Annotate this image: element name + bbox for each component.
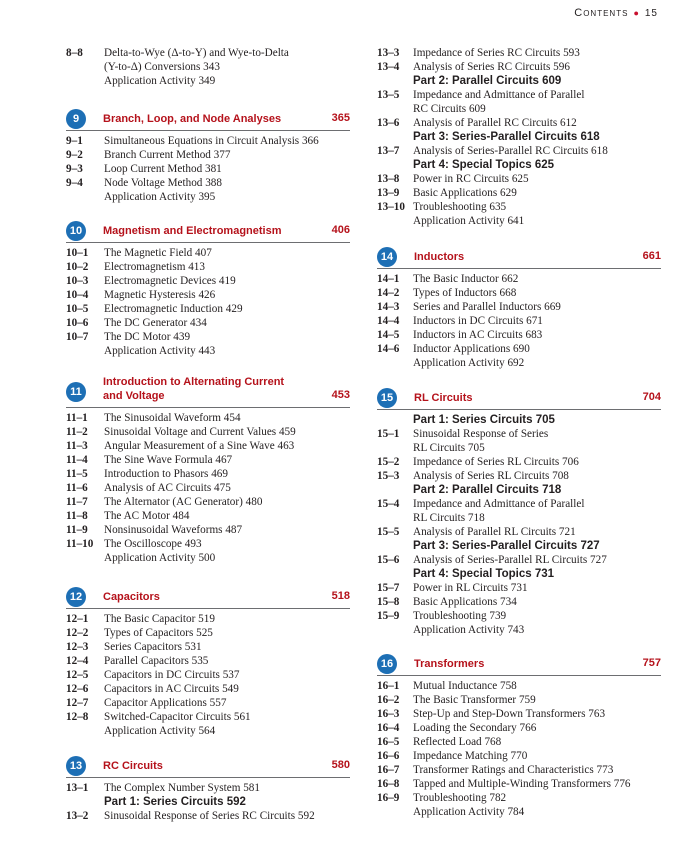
entry-title: Electromagnetic Devices 419 bbox=[104, 274, 236, 287]
section-number: 15–1 bbox=[377, 428, 400, 441]
entry-title: Impedance Matching 770 bbox=[413, 749, 528, 762]
chapter-title bbox=[103, 224, 282, 238]
section-number: 14–4 bbox=[377, 314, 400, 327]
part-heading: Part 4: Special Topics 731 bbox=[413, 568, 555, 581]
entry-title: Angular Measurement of a Sine Wave 463 bbox=[104, 439, 295, 452]
section-number: 14–1 bbox=[377, 273, 400, 285]
chapter-title-line: Capacitors bbox=[103, 591, 160, 603]
entry-title: Application Activity 500 bbox=[104, 551, 216, 564]
section-number: 16–4 bbox=[377, 721, 400, 734]
section-number: 13–2 bbox=[66, 810, 89, 823]
entry-title: Capacitors in AC Circuits 549 bbox=[104, 682, 239, 695]
chapter-page: 757 bbox=[642, 657, 661, 669]
entry-title: Impedance and Admittance of Parallel bbox=[413, 89, 585, 102]
entry-title: The Complex Number System 581 bbox=[104, 782, 260, 794]
section-number: 10–3 bbox=[66, 274, 89, 287]
section-number: 11–9 bbox=[66, 523, 88, 536]
section-number: 13–1 bbox=[66, 782, 89, 794]
chapter-title bbox=[414, 657, 484, 671]
chapter-heading bbox=[377, 652, 661, 676]
part-heading: Part 3: Series-Parallel Circuits 727 bbox=[413, 540, 600, 553]
section-number: 10–5 bbox=[66, 302, 89, 315]
header-page-number: 15 bbox=[644, 8, 658, 19]
entry-title: Power in RC Circuits 625 bbox=[413, 173, 529, 186]
entry-title: Nonsinusoidal Waveforms 487 bbox=[104, 523, 243, 536]
section-number: 16–6 bbox=[377, 749, 400, 762]
entry-title: Application Activity 349 bbox=[104, 74, 216, 87]
section-number: 15–8 bbox=[377, 596, 400, 609]
header-bullet-icon: ● bbox=[633, 8, 640, 18]
chapter-number-badge: 13 bbox=[66, 756, 86, 776]
section-number: 13–9 bbox=[377, 187, 400, 200]
entry-title: Node Voltage Method 388 bbox=[104, 176, 222, 189]
entry-title: Types of Inductors 668 bbox=[413, 286, 517, 299]
section-number: 10–2 bbox=[66, 260, 89, 273]
entry-title: Step-Up and Step-Down Transformers 763 bbox=[413, 707, 606, 720]
section-number: 11–3 bbox=[66, 439, 88, 452]
section-number: 16–9 bbox=[377, 791, 400, 804]
section-number: 11–1 bbox=[66, 412, 88, 424]
chapter-heading bbox=[66, 754, 350, 778]
section-number: 12–8 bbox=[66, 710, 89, 723]
entry-title: Branch Current Method 377 bbox=[104, 148, 231, 161]
section-number: 10–4 bbox=[66, 288, 89, 301]
entry-title: Application Activity 564 bbox=[104, 724, 216, 737]
entry-title: Capacitor Applications 557 bbox=[104, 696, 227, 709]
chapter-number-badge: 10 bbox=[66, 221, 86, 241]
entry-title: The Magnetic Field 407 bbox=[104, 247, 212, 259]
chapter-page: 661 bbox=[642, 250, 661, 262]
chapter-page: 453 bbox=[331, 389, 350, 401]
chapter-title-line: Branch, Loop, and Node Analyses bbox=[103, 113, 282, 125]
chapter-title bbox=[103, 590, 160, 604]
section-number: 12–3 bbox=[66, 640, 89, 653]
entry-title: Electromagnetism 413 bbox=[104, 260, 205, 273]
chapter-heading bbox=[66, 219, 350, 243]
section-number: 10–7 bbox=[66, 330, 89, 343]
chapter-heading bbox=[66, 585, 350, 609]
section-number: 15–6 bbox=[377, 554, 400, 567]
section-number: 12–1 bbox=[66, 613, 89, 625]
entry-title: Analysis of Series RL Circuits 708 bbox=[413, 470, 569, 483]
entry-title: (Y-to-Δ) Conversions 343 bbox=[104, 60, 220, 73]
section-number: 15–5 bbox=[377, 526, 400, 539]
entry-title: Application Activity 692 bbox=[413, 356, 525, 369]
entry-title: The DC Generator 434 bbox=[104, 316, 207, 329]
section-number: 10–6 bbox=[66, 316, 89, 329]
part-heading: Part 2: Parallel Circuits 718 bbox=[413, 484, 562, 496]
entry-title: Tapped and Multiple-Winding Transformers 776 bbox=[413, 777, 631, 790]
section-number: 14–3 bbox=[377, 300, 400, 313]
chapter-title-line: Inductors bbox=[414, 251, 465, 263]
chapter-page: 580 bbox=[331, 759, 350, 771]
part-heading: Part 1: Series Circuits 705 bbox=[413, 414, 555, 426]
section-number: 11–4 bbox=[66, 453, 88, 466]
section-number: 14–6 bbox=[377, 342, 400, 355]
entry-title: Inductor Applications 690 bbox=[413, 342, 530, 355]
entry-title: The Alternator (AC Generator) 480 bbox=[104, 495, 263, 508]
entry-title: Analysis of Series RC Circuits 596 bbox=[413, 60, 570, 73]
entry-title: Application Activity 743 bbox=[413, 624, 525, 637]
section-number: 13–6 bbox=[377, 117, 400, 129]
chapter-heading bbox=[66, 374, 350, 408]
chapter-title bbox=[103, 375, 284, 403]
chapter-number-badge: 14 bbox=[377, 247, 397, 267]
section-number: 9–3 bbox=[66, 162, 83, 175]
entry-title: Analysis of Series-Parallel RL Circuits 727 bbox=[413, 554, 607, 567]
section-number: 11–5 bbox=[66, 467, 88, 480]
entry-title: Sinusoidal Response of Series RC Circuits 592 bbox=[104, 810, 315, 823]
entry-title: Troubleshooting 635 bbox=[413, 201, 507, 214]
chapter-page: 518 bbox=[331, 590, 350, 602]
chapter-title-line: RL Circuits bbox=[414, 392, 473, 404]
entry-title: Analysis of Series-Parallel RC Circuits 618 bbox=[413, 145, 608, 158]
entry-title: Simultaneous Equations in Circuit Analysis 366 bbox=[104, 135, 319, 147]
section-number: 13–3 bbox=[377, 47, 400, 59]
section-number: 9–4 bbox=[66, 176, 83, 189]
entry-title: Magnetic Hysteresis 426 bbox=[104, 288, 216, 301]
entry-title: Sinusoidal Response of Series bbox=[413, 428, 549, 441]
entry-title: Sinusoidal Voltage and Current Values 459 bbox=[104, 425, 296, 438]
entry-title: Power in RL Circuits 731 bbox=[413, 582, 528, 595]
section-number: 14–2 bbox=[377, 286, 400, 299]
chapter-heading bbox=[377, 245, 661, 269]
section-number: 16–5 bbox=[377, 735, 400, 748]
entry-title: RL Circuits 705 bbox=[413, 442, 485, 455]
section-number: 16–3 bbox=[377, 707, 400, 720]
entry-title: Series Capacitors 531 bbox=[104, 640, 202, 653]
entry-title: Basic Applications 734 bbox=[413, 596, 517, 609]
chapter-title-line: Magnetism and Electromagnetism bbox=[103, 225, 282, 237]
entry-title: The Sine Wave Formula 467 bbox=[104, 453, 233, 466]
section-number: 16–2 bbox=[377, 693, 400, 706]
entry-title: The DC Motor 439 bbox=[104, 330, 191, 343]
chapter-title-line: Introduction to Alternating Current bbox=[103, 376, 285, 388]
entry-title: The Sinusoidal Waveform 454 bbox=[104, 412, 241, 424]
entry-title: RL Circuits 718 bbox=[413, 512, 485, 525]
entry-title: Introduction to Phasors 469 bbox=[104, 467, 228, 480]
header-label: Contents bbox=[574, 7, 629, 19]
section-number: 15–2 bbox=[377, 456, 400, 469]
chapter-title bbox=[414, 391, 472, 405]
section-number: 14–5 bbox=[377, 328, 400, 341]
chapter-rule bbox=[377, 268, 661, 269]
entry-title: Analysis of AC Circuits 475 bbox=[104, 481, 231, 494]
entry-title: Transformer Ratings and Characteristics 773 bbox=[413, 763, 614, 776]
section-number: 11–7 bbox=[66, 495, 88, 508]
section-number: 13–7 bbox=[377, 145, 400, 158]
chapter-title-line: Transformers bbox=[414, 658, 485, 670]
chapter-heading bbox=[66, 107, 350, 131]
part-heading: Part 4: Special Topics 625 bbox=[413, 159, 555, 172]
section-number: 12–4 bbox=[66, 654, 89, 667]
part-heading: Part 1: Series Circuits 592 bbox=[104, 795, 246, 808]
section-number: 12–2 bbox=[66, 626, 89, 639]
entry-title: The Oscilloscope 493 bbox=[104, 537, 202, 550]
part-heading: Part 3: Series-Parallel Circuits 618 bbox=[413, 130, 600, 143]
section-number: 16–8 bbox=[377, 777, 400, 790]
chapter-number-badge: 12 bbox=[66, 587, 86, 607]
entry-title: Analysis of Parallel RL Circuits 721 bbox=[413, 526, 576, 539]
entry-title: Application Activity 641 bbox=[413, 215, 525, 228]
chapter-rule bbox=[66, 608, 350, 609]
entry-title: Series and Parallel Inductors 669 bbox=[413, 300, 561, 313]
entry-title: Reflected Load 768 bbox=[413, 735, 502, 748]
part-heading: Part 2: Parallel Circuits 609 bbox=[413, 74, 562, 87]
entry-title: Mutual Inductance 758 bbox=[413, 680, 517, 692]
entry-title: Types of Capacitors 525 bbox=[104, 626, 213, 639]
section-number: 12–5 bbox=[66, 668, 89, 681]
entry-title: Parallel Capacitors 535 bbox=[104, 654, 209, 667]
section-number: 12–7 bbox=[66, 696, 89, 709]
section-number: 13–8 bbox=[377, 173, 400, 186]
chapter-number-badge: 9 bbox=[66, 109, 86, 129]
entry-title: Loading the Secondary 766 bbox=[413, 721, 537, 734]
chapter-title bbox=[103, 759, 163, 773]
entry-title: Impedance and Admittance of Parallel bbox=[413, 498, 585, 511]
section-number: 11–8 bbox=[66, 509, 88, 522]
section-number: 9–1 bbox=[66, 135, 83, 147]
entry-title: Application Activity 784 bbox=[413, 805, 525, 818]
section-number: 16–1 bbox=[377, 680, 400, 692]
chapter-rule bbox=[66, 777, 350, 778]
entry-title: Basic Applications 629 bbox=[413, 187, 517, 200]
section-number: 15–9 bbox=[377, 610, 400, 623]
section-number: 11–10 bbox=[66, 537, 94, 550]
entry-title: The Basic Capacitor 519 bbox=[104, 613, 215, 625]
entry-title: Inductors in DC Circuits 671 bbox=[413, 314, 543, 327]
section-number: 13–5 bbox=[377, 89, 400, 102]
chapter-rule bbox=[66, 407, 350, 408]
entry-title: The Basic Inductor 662 bbox=[413, 273, 519, 285]
entry-title: Impedance of Series RL Circuits 706 bbox=[413, 456, 579, 469]
section-number: 13–4 bbox=[377, 60, 400, 73]
chapter-page: 704 bbox=[642, 391, 661, 403]
section-number: 11–6 bbox=[66, 481, 88, 494]
running-header bbox=[574, 7, 658, 19]
entry-title: The Basic Transformer 759 bbox=[413, 693, 536, 706]
chapter-rule bbox=[377, 409, 661, 410]
entry-title: Analysis of Parallel RC Circuits 612 bbox=[413, 117, 577, 129]
entry-title: Application Activity 443 bbox=[104, 344, 216, 357]
entry-title: Electromagnetic Induction 429 bbox=[104, 302, 243, 315]
section-number: 9–2 bbox=[66, 148, 83, 161]
section-number: 10–1 bbox=[66, 247, 89, 259]
chapter-rule bbox=[66, 130, 350, 131]
chapter-title-line: and Voltage bbox=[103, 390, 165, 402]
entry-title: Troubleshooting 782 bbox=[413, 791, 507, 804]
chapter-title-line: RC Circuits bbox=[103, 760, 163, 772]
chapter-page: 406 bbox=[331, 224, 350, 236]
section-number: 15–3 bbox=[377, 470, 400, 483]
chapter-rule bbox=[377, 675, 661, 676]
chapter-rule bbox=[66, 242, 350, 243]
chapter-number-badge: 15 bbox=[377, 388, 397, 408]
entry-title: Application Activity 395 bbox=[104, 190, 216, 203]
section-number: 8–8 bbox=[66, 47, 83, 59]
entry-title: RC Circuits 609 bbox=[413, 103, 486, 116]
chapter-heading bbox=[377, 386, 661, 410]
entry-title: The AC Motor 484 bbox=[104, 509, 190, 522]
entry-title: Capacitors in DC Circuits 537 bbox=[104, 668, 240, 681]
chapter-number-badge: 16 bbox=[377, 654, 397, 674]
entry-title: Troubleshooting 739 bbox=[413, 610, 507, 623]
entry-title: Loop Current Method 381 bbox=[104, 162, 222, 175]
section-number: 11–2 bbox=[66, 425, 88, 438]
section-number: 12–6 bbox=[66, 682, 89, 695]
entry-title: Delta-to-Wye (Δ-to-Y) and Wye-to-Delta bbox=[104, 47, 289, 59]
section-number: 15–4 bbox=[377, 498, 400, 511]
chapter-page: 365 bbox=[331, 112, 350, 124]
entry-title: Impedance of Series RC Circuits 593 bbox=[413, 47, 580, 59]
chapter-number-badge: 11 bbox=[66, 382, 86, 402]
section-number: 16–7 bbox=[377, 763, 400, 776]
entry-title: Switched-Capacitor Circuits 561 bbox=[104, 710, 251, 723]
section-number: 13–10 bbox=[377, 201, 405, 214]
chapter-title bbox=[414, 250, 464, 264]
section-number: 15–7 bbox=[377, 582, 400, 595]
chapter-title bbox=[103, 112, 281, 126]
entry-title: Inductors in AC Circuits 683 bbox=[413, 328, 543, 341]
